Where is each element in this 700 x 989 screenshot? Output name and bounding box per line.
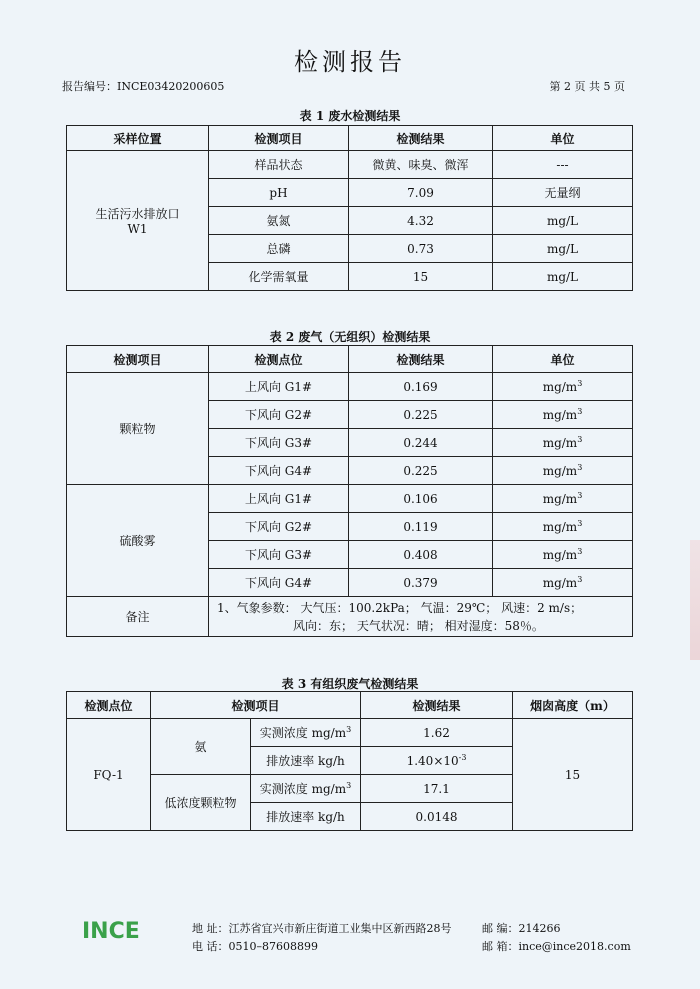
stack-gas-table xyxy=(66,691,633,831)
table-header-row xyxy=(67,692,633,719)
result-cell: 0.73 xyxy=(349,235,493,263)
note-line: 风向：东； 天气状况：晴； 相对湿度：58％。 xyxy=(293,618,544,633)
sub-item-text: 排放速率 kg/h xyxy=(266,810,345,824)
unit-sup: 3 xyxy=(577,407,583,416)
item-cell: 低浓度颗粒物 xyxy=(151,775,251,831)
table3-caption: 表 3 有组织废气检测结果 xyxy=(281,677,419,691)
item-cell: 氨 xyxy=(151,719,251,775)
unit-cell: 无量纲 xyxy=(493,179,633,207)
footer-email: 邮 箱：ince@ince2018.com xyxy=(482,940,631,953)
result-text: 0.0148 xyxy=(415,810,458,824)
header-cell: 单位 xyxy=(493,126,633,151)
unit-base: mg/m xyxy=(542,520,578,534)
point-cell: 上风向 G1# xyxy=(209,485,349,513)
unit-cell: mg/L xyxy=(493,235,633,263)
sub-item-sup: 3 xyxy=(346,781,352,790)
header-cell: 检测结果 xyxy=(349,126,493,151)
unit-base: mg/m xyxy=(542,576,578,590)
unit-cell xyxy=(493,485,633,513)
sub-item-text: 实测浓度 mg/m xyxy=(259,782,347,796)
wastewater-table xyxy=(66,125,633,291)
footer-address: 地 址：江苏省宜兴市新庄街道工业集中区新西路28号 xyxy=(192,922,452,935)
result-text: 1.62 xyxy=(423,726,450,740)
sampling-location xyxy=(67,151,209,291)
stack-height-cell: 15 xyxy=(513,719,633,831)
point-cell: FQ-1 xyxy=(67,719,151,831)
unit-base: mg/m xyxy=(542,548,578,562)
unit-sup: 3 xyxy=(577,491,583,500)
point-cell: 上风向 G1# xyxy=(209,373,349,401)
table-row xyxy=(67,151,633,179)
item-cell: 氨氮 xyxy=(209,207,349,235)
note-row xyxy=(67,597,633,637)
header-cell: 检测结果 xyxy=(361,692,513,719)
location-line: W1 xyxy=(127,222,148,236)
item-cell: 硫酸雾 xyxy=(67,485,209,597)
unit-sup: 3 xyxy=(577,379,583,388)
point-cell: 下风向 G4# xyxy=(209,569,349,597)
result-cell: 4.32 xyxy=(349,207,493,235)
unit-base: mg/m xyxy=(542,436,578,450)
fugitive-gas-table xyxy=(66,345,633,637)
result-cell: 0.169 xyxy=(349,373,493,401)
table-row xyxy=(67,373,633,401)
result-cell: 0.119 xyxy=(349,513,493,541)
table-row xyxy=(67,719,633,747)
logo-text: INCE xyxy=(82,919,140,943)
unit-base: mg/m xyxy=(542,464,578,478)
item-cell: 颗粒物 xyxy=(67,373,209,485)
header-cell: 检测项目 xyxy=(209,126,349,151)
result-text: 1.40×10 xyxy=(406,754,459,768)
result-cell xyxy=(361,775,513,803)
point-cell: 下风向 G2# xyxy=(209,401,349,429)
result-cell: 0.106 xyxy=(349,485,493,513)
result-cell: 0.379 xyxy=(349,569,493,597)
result-cell: 0.244 xyxy=(349,429,493,457)
unit-sup: 3 xyxy=(577,575,583,584)
unit-cell xyxy=(493,513,633,541)
header-cell: 单位 xyxy=(493,346,633,373)
sub-item-text: 排放速率 kg/h xyxy=(266,754,345,768)
item-cell: 样品状态 xyxy=(209,151,349,179)
sub-item-cell xyxy=(251,719,361,747)
header-cell: 检测点位 xyxy=(67,692,151,719)
header-cell: 检测项目 xyxy=(67,346,209,373)
sub-item-cell xyxy=(251,803,361,831)
item-cell: 总磷 xyxy=(209,235,349,263)
point-cell: 下风向 G3# xyxy=(209,429,349,457)
table1-caption: 表 1 废水检测结果 xyxy=(299,109,401,123)
unit-cell: mg/L xyxy=(493,207,633,235)
sub-item-text: 实测浓度 mg/m xyxy=(259,726,347,740)
result-cell: 7.09 xyxy=(349,179,493,207)
result-text: 17.1 xyxy=(423,782,450,796)
report-number: 报告编号：INCE03420200605 xyxy=(62,80,225,93)
sub-item-sup: 3 xyxy=(346,725,352,734)
table-header-row xyxy=(67,346,633,373)
note-text xyxy=(209,597,633,637)
sub-item-cell xyxy=(251,775,361,803)
header-cell: 检测项目 xyxy=(151,692,361,719)
point-cell: 下风向 G2# xyxy=(209,513,349,541)
note-line: 1、气象参数： 大气压：100.2kPa； 气温：29℃； 风速：2 m/s； xyxy=(217,600,583,615)
inge-logo xyxy=(82,917,162,943)
unit-base: mg/m xyxy=(542,408,578,422)
result-cell: 0.408 xyxy=(349,541,493,569)
note-label: 备注 xyxy=(67,597,209,637)
result-cell: 15 xyxy=(349,263,493,291)
item-cell: 化学需氧量 xyxy=(209,263,349,291)
location-line: 生活污水排放口 xyxy=(95,207,180,221)
table-header-row xyxy=(67,126,633,151)
page-title: 检测报告 xyxy=(294,48,406,76)
unit-cell: mg/L xyxy=(493,263,633,291)
unit-cell xyxy=(493,569,633,597)
header-cell: 烟囱高度（m） xyxy=(513,692,633,719)
unit-cell: --- xyxy=(493,151,633,179)
item-cell: pH xyxy=(209,179,349,207)
unit-sup: 3 xyxy=(577,519,583,528)
header-cell: 检测点位 xyxy=(209,346,349,373)
sub-item-cell xyxy=(251,747,361,775)
seal-stamp xyxy=(690,540,700,660)
unit-cell xyxy=(493,373,633,401)
result-cell: 微黄、味臭、微浑 xyxy=(349,151,493,179)
result-cell: 0.225 xyxy=(349,457,493,485)
page-info: 第 2 页 共 5 页 xyxy=(549,80,625,93)
unit-cell xyxy=(493,541,633,569)
unit-sup: 3 xyxy=(577,547,583,556)
unit-cell xyxy=(493,457,633,485)
unit-cell xyxy=(493,401,633,429)
unit-base: mg/m xyxy=(542,380,578,394)
header-cell: 检测结果 xyxy=(349,346,493,373)
table-row xyxy=(67,485,633,513)
footer-postcode: 邮 编：214266 xyxy=(482,922,561,935)
result-cell xyxy=(361,803,513,831)
unit-base: mg/m xyxy=(542,492,578,506)
result-cell: 0.225 xyxy=(349,401,493,429)
result-sup: -3 xyxy=(458,753,467,762)
unit-sup: 3 xyxy=(577,463,583,472)
result-cell xyxy=(361,719,513,747)
table2-caption: 表 2 废气（无组织）检测结果 xyxy=(269,330,431,344)
point-cell: 下风向 G4# xyxy=(209,457,349,485)
footer-phone: 电 话：0510–87608899 xyxy=(192,940,318,953)
unit-sup: 3 xyxy=(577,435,583,444)
header-cell: 采样位置 xyxy=(67,126,209,151)
unit-cell xyxy=(493,429,633,457)
point-cell: 下风向 G3# xyxy=(209,541,349,569)
result-cell xyxy=(361,747,513,775)
